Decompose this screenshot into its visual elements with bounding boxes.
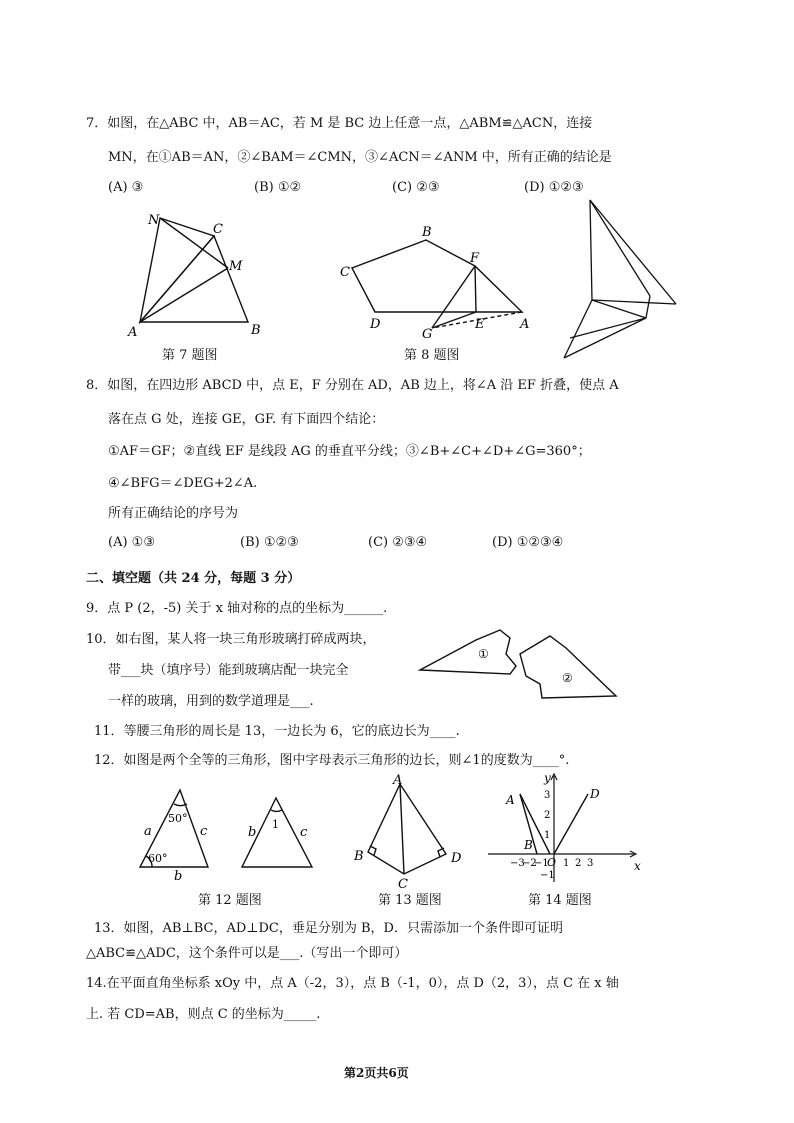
figure-12	[130, 782, 330, 882]
fig14-label-a: A	[506, 793, 515, 807]
q7-line1: 7．如图，在△ABC 中，AB＝AC，若 M 是 BC 边上任意一点，△ABM≌△ACN，连接	[86, 116, 593, 131]
q7-caption: 第 7 题图	[162, 348, 218, 363]
q12-caption: 第 12 题图	[198, 893, 262, 908]
fig14-ytick-label: −1	[540, 870, 555, 881]
figure-10-glass	[416, 626, 622, 702]
fig12-angle-1-arc	[271, 810, 282, 811]
fig12-label-c: c	[200, 824, 208, 839]
fig8-label-a: A	[520, 317, 530, 332]
fig14-xtick-label: −3	[510, 858, 525, 869]
fig14-ytick-label: 1	[544, 830, 551, 841]
fig7-label-m: M	[229, 259, 243, 274]
q14-line1: 14.在平面直角坐标系 xOy 中，点 A（-2，3），点 B（-1，0），点 D（2，3），点 C 在 x 轴	[86, 976, 619, 991]
fig8-label-g: G	[422, 327, 433, 342]
q8-line5: 所有正确结论的序号为	[108, 506, 239, 521]
fig13-label-a: A	[393, 773, 403, 788]
q13-caption: 第 13 题图	[378, 893, 442, 908]
fig8-label-d: D	[370, 317, 381, 332]
fig14-xtick-label: 2	[575, 858, 582, 869]
fig14-label-y: y	[544, 771, 551, 785]
q10-line2: 带___块（填序号）能到玻璃店配一块完全	[108, 663, 349, 678]
fig13-quadrilateral	[368, 784, 446, 874]
fig12-angle-60: 60°	[148, 852, 168, 865]
q7-option-b[interactable]: (B) ①②	[254, 180, 302, 195]
figure-7	[120, 206, 280, 346]
q10-line1: 10．如右图，某人将一块三角形玻璃打碎成两块，	[86, 632, 376, 647]
fig14-ytick-label: 3	[544, 790, 551, 801]
glass-piece-2-label: ②	[562, 671, 573, 685]
section-2-title: 二、填空题（共 24 分，每题 3 分）	[86, 571, 301, 586]
fig8-label-f: F	[470, 251, 480, 266]
q8-line4: ④∠BFG＝∠DEG+2∠A.	[108, 476, 258, 491]
fig14-label-o: O	[547, 856, 557, 869]
fig8-quadrilateral	[352, 240, 522, 312]
glass-piece-2	[520, 636, 616, 698]
fig13-label-d: D	[451, 851, 462, 866]
fig14-xtick-label: −2	[522, 858, 537, 869]
fig12-label-a: a	[144, 824, 152, 839]
fig14-label-x: x	[634, 859, 641, 873]
extra-sketch	[560, 196, 685, 364]
fig12-angle-1: 1	[272, 818, 279, 831]
q12-text: 12．如图是两个全等的三角形，图中字母表示三角形的边长，则∠1的度数为____°.	[94, 753, 570, 768]
q7-option-a[interactable]: (A) ③	[108, 180, 144, 195]
q13-line2: △ABC≌△ADC，这个条件可以是___.（写出一个即可）	[86, 946, 408, 961]
fig8-label-e: E	[475, 317, 485, 332]
fig14-label-b: B	[524, 838, 533, 852]
q13-line1: 13．如图，AB⊥BC，AD⊥DC，垂足分别为 B，D．只需添加一个条件即可证明	[94, 921, 563, 936]
glass-piece-1-label: ①	[478, 647, 489, 661]
fig14-xtick-label: −1	[534, 858, 549, 869]
fig14-label-d: D	[590, 787, 600, 801]
page-footer: 第2页共6页	[344, 1066, 409, 1080]
fig7-label-b: B	[251, 323, 261, 338]
q8-option-a[interactable]: (A) ①③	[108, 535, 155, 550]
fig7-label-a: A	[128, 325, 138, 340]
figure-8	[330, 220, 540, 344]
fig12-label-c2: c	[300, 825, 308, 840]
fig12-label-b: b	[174, 869, 183, 882]
q8-line2: 落在点 G 处，连接 GE，GF. 有下面四个结论：	[108, 412, 385, 427]
fig7-label-c: C	[213, 222, 223, 237]
fig14-xtick-label: 1	[563, 858, 570, 869]
fig12-angle-50-arc	[174, 804, 187, 806]
q14-line2: 上. 若 CD=AB，则点 C 的坐标为_____.	[86, 1007, 321, 1022]
fig12-angle-50: 50°	[168, 812, 188, 825]
fig8-label-c: C	[340, 265, 350, 280]
fig8-fold-line-ef	[475, 266, 476, 312]
q7-option-d[interactable]: (D) ①②③	[524, 180, 584, 195]
q9-text: 9．点 P (2，-5) 关于 x 轴对称的点的坐标为______.	[86, 601, 388, 616]
fig13-label-b: B	[354, 849, 364, 864]
fig14-segment-cd	[554, 794, 588, 854]
fig7-triangle-acn	[140, 218, 214, 322]
q8-caption: 第 8 题图	[404, 348, 460, 363]
q8-option-b[interactable]: (B) ①②③	[240, 535, 299, 550]
fig8-label-b: B	[422, 225, 432, 240]
fig14-ytick-label: 2	[544, 810, 551, 821]
q7-line2: MN，在①AB＝AN，②∠BAM＝∠CMN，③∠ACN＝∠ANM 中，所有正确的结论是	[108, 150, 612, 165]
fig7-label-n: N	[148, 213, 160, 228]
fig13-label-c: C	[398, 877, 408, 888]
q8-option-d[interactable]: (D) ①②③④	[492, 535, 564, 550]
fig12-label-b2: b	[248, 825, 257, 840]
q8-option-c[interactable]: (C) ②③④	[368, 535, 428, 550]
figure-14	[484, 770, 644, 888]
q8-line1: 8．如图，在四边形 ABCD 中，点 E，F 分别在 AD，AB 边上，将∠A 沿 EF 折叠，使点 A	[86, 378, 619, 393]
q14-caption: 第 14 题图	[528, 893, 592, 908]
fig7-triangle-abc	[140, 236, 248, 322]
q7-option-c[interactable]: (C) ②③	[392, 180, 440, 195]
q8-line3: ①AF＝GF；②直线 EF 是线段 AG 的垂直平分线；③∠B+∠C+∠D+∠G=360°；	[108, 444, 591, 459]
glass-piece-1	[420, 630, 516, 674]
fig13-diagonal-ac	[400, 784, 404, 874]
q10-line3: 一样的玻璃，用到的数学道理是___.	[108, 694, 314, 709]
q11-text: 11．等腰三角形的周长是 13，一边长为 6，它的底边长为____.	[94, 724, 460, 739]
figure-13	[348, 772, 466, 888]
fig14-xtick-label: 3	[587, 858, 594, 869]
